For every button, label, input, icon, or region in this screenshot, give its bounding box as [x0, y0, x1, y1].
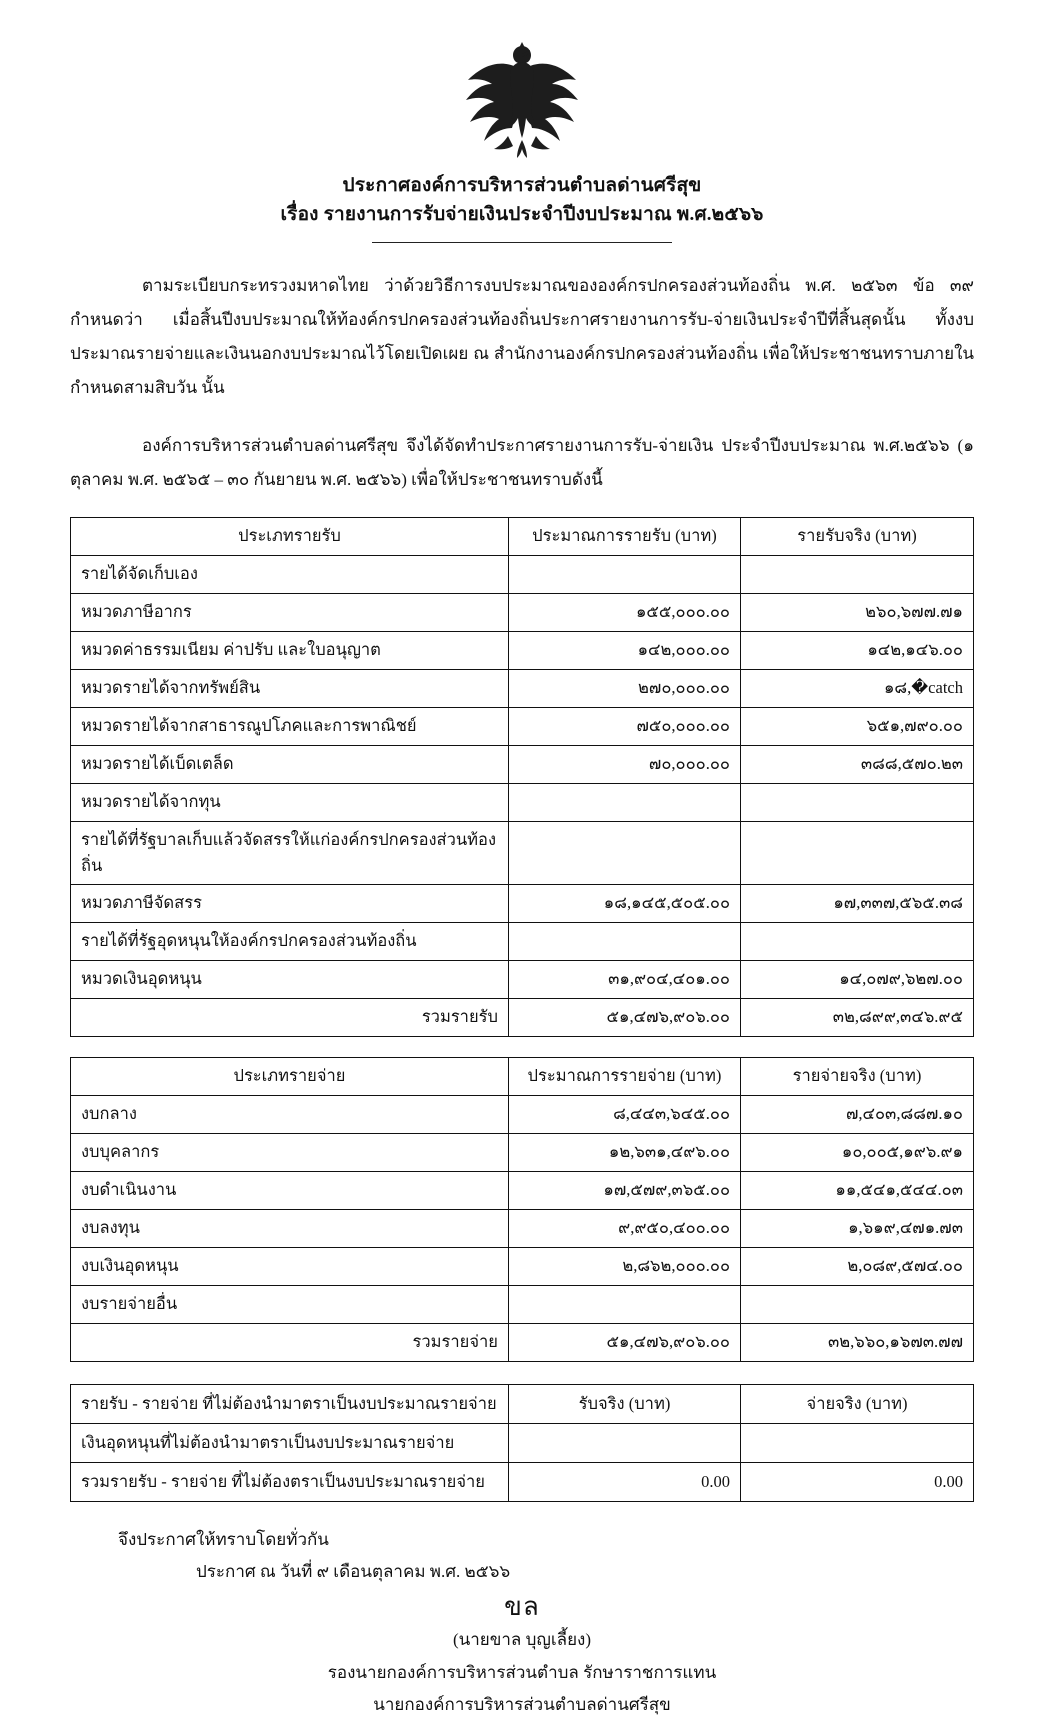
- row-actual: [741, 821, 974, 884]
- row-paid: [741, 1423, 974, 1462]
- signature-mark: ขล: [504, 1592, 540, 1622]
- row-label: งบรายจ่ายอื่น: [71, 1285, 509, 1323]
- garuda-emblem: [452, 40, 592, 160]
- row-label: หมวดภาษีจัดสรร: [71, 884, 509, 922]
- row-estimate: ๒,๘๖๒,๐๐๐.๐๐: [508, 1247, 740, 1285]
- expense-table-header-row: [71, 1057, 974, 1095]
- row-actual: ๖๕๑,๗๙๐.๐๐: [741, 707, 974, 745]
- table-row: [71, 593, 974, 631]
- signer-name: (นายขาล บุญเลี้ยง): [452, 1630, 592, 1650]
- table-row: [71, 922, 974, 960]
- row-actual: ๒,๐๘๙,๕๗๔.๐๐: [741, 1247, 974, 1285]
- row-actual: ๑,๖๑๙,๔๗๑.๗๓: [741, 1209, 974, 1247]
- paragraph-2-text: องค์การบริหารส่วนตำบลด่านศรีสุข จึงได้จัดทำประกาศรายงานการรับ-จ่ายเงิน ประจำปีงบประมาณ พ.ศ.๒๕๖๖ (๑ ตุลาคม พ.ศ. ๒๕๖๕ – ๓๐ กันยายน พ.ศ. ๒๕๖๖) เพื่อให้ประชาชนทราบดังนี้: [70, 435, 974, 489]
- row-estimate: ๑๘,๑๔๕,๕๐๕.๐๐: [508, 884, 740, 922]
- balance-header-paid: จ่ายจริง (บาท): [741, 1384, 974, 1423]
- document-footer: [70, 1524, 974, 1589]
- revenue-header-type: ประเภทรายรับ: [71, 517, 509, 555]
- row-estimate: [508, 821, 740, 884]
- table-row: [71, 1285, 974, 1323]
- row-label: รายได้จัดเก็บเอง: [71, 555, 509, 593]
- revenue-table: [70, 517, 974, 1037]
- row-label: งบบุคลากร: [71, 1133, 509, 1171]
- row-estimate: [508, 1285, 740, 1323]
- signer-title-1: รองนายกองค์การบริหารส่วนตำบล รักษาราชการแทน: [327, 1662, 717, 1682]
- table-row: [71, 1209, 974, 1247]
- row-estimate: ๑๒,๖๓๑,๔๙๖.๐๐: [508, 1133, 740, 1171]
- row-label: งบกลาง: [71, 1095, 509, 1133]
- balance-total-row: [71, 1462, 974, 1501]
- row-label: เงินอุดหนุนที่ไม่ต้องนำมาตราเป็นงบประมาณรายจ่าย: [71, 1423, 509, 1462]
- balance-total-paid: 0.00: [741, 1462, 974, 1501]
- row-estimate: ๗๐,๐๐๐.๐๐: [508, 745, 740, 783]
- row-actual: ๗,๔๐๓,๘๘๗.๑๐: [741, 1095, 974, 1133]
- balance-header-row: [71, 1384, 974, 1423]
- paragraph-1: [70, 269, 974, 405]
- row-estimate: ๒๗๐,๐๐๐.๐๐: [508, 669, 740, 707]
- row-label: หมวดภาษีอากร: [71, 593, 509, 631]
- row-actual: [741, 783, 974, 821]
- table-row: [71, 669, 974, 707]
- row-actual: ๑๗,๓๓๗,๕๖๕.๓๘: [741, 884, 974, 922]
- table-row: [71, 745, 974, 783]
- expense-header-type: ประเภทรายจ่าย: [71, 1057, 509, 1095]
- row-actual: ๓๘๘,๕๗๐.๒๓: [741, 745, 974, 783]
- row-estimate: [508, 783, 740, 821]
- row-label: งบลงทุน: [71, 1209, 509, 1247]
- paragraph-1-text: ตามระเบียบกระทรวงมหาดไทย ว่าด้วยวิธีการงบประมาณขององค์กรปกครองส่วนท้องถิ่น พ.ศ. ๒๕๖๓ ข้อ ๓๙ กำหนดว่า เมื่อสิ้นปีงบประมาณให้ท้องค์กรปกครองส่วนท้องถิ่นประกาศรายงานการรับ-จ่ายเงินประจำปีที่สิ้นสุดนั้น ทั้งงบประมาณรายจ่ายและเงินนอกงบประมาณไว้โดยเปิดเผย ณ สำนักงานองค์กรปกครองส่วนท้องถิ่น เพื่อให้ประชาชนทราบภายในกำหนดสามสิบวัน นั้น: [70, 275, 974, 397]
- table-row: [71, 783, 974, 821]
- row-actual: ๑๑,๕๔๑,๕๔๔.๐๓: [741, 1171, 974, 1209]
- title-line-2: เรื่อง รายงานการรับจ่ายเงินประจำปีงบประมาณ พ.ศ.๒๕๖๖: [280, 204, 764, 226]
- balance-total-received: 0.00: [508, 1462, 740, 1501]
- table-row: [71, 1423, 974, 1462]
- balance-table: [70, 1384, 974, 1502]
- row-actual: ๑๔๒,๑๔๖.๐๐: [741, 631, 974, 669]
- row-actual: ๑๔,๐๗๙,๖๒๗.๐๐: [741, 960, 974, 998]
- table-row: [71, 707, 974, 745]
- row-estimate: ๗๕๐,๐๐๐.๐๐: [508, 707, 740, 745]
- revenue-header-actual: รายรับจริง (บาท): [741, 517, 974, 555]
- row-estimate: ๘,๔๔๓,๖๔๕.๐๐: [508, 1095, 740, 1133]
- balance-header-received: รับจริง (บาท): [508, 1384, 740, 1423]
- row-label: หมวดเงินอุดหนุน: [71, 960, 509, 998]
- row-estimate: [508, 922, 740, 960]
- revenue-header-estimate: ประมาณการรายรับ (บาท): [508, 517, 740, 555]
- row-received: [508, 1423, 740, 1462]
- revenue-total-estimate: ๕๑,๔๗๖,๙๐๖.๐๐: [508, 998, 740, 1036]
- row-actual: [741, 1285, 974, 1323]
- table-row: [71, 1133, 974, 1171]
- revenue-total-actual: ๓๒,๘๙๙,๓๔๖.๙๕: [741, 998, 974, 1036]
- expense-total-actual: ๓๒,๖๖๐,๑๖๗๓.๗๗: [741, 1323, 974, 1361]
- balance-total-label: รวมรายรับ - รายจ่าย ที่ไม่ต้องตราเป็นงบประมาณรายจ่าย: [71, 1462, 509, 1501]
- revenue-total-row: [71, 998, 974, 1036]
- row-actual: [741, 555, 974, 593]
- row-label: หมวดรายได้จากทรัพย์สิน: [71, 669, 509, 707]
- row-actual: [741, 922, 974, 960]
- table-row: [71, 821, 974, 884]
- revenue-total-label: รวมรายรับ: [71, 998, 509, 1036]
- row-label: หมวดค่าธรรมเนียม ค่าปรับ และใบอนุญาต: [71, 631, 509, 669]
- row-label: งบเงินอุดหนุน: [71, 1247, 509, 1285]
- row-estimate: ๓๑,๙๐๔,๔๐๑.๐๐: [508, 960, 740, 998]
- expense-header-estimate: ประมาณการรายจ่าย (บาท): [508, 1057, 740, 1095]
- row-actual: ๑๐,๐๐๕,๑๙๖.๙๑: [741, 1133, 974, 1171]
- document-title: [70, 171, 974, 243]
- expense-total-row: [71, 1323, 974, 1361]
- balance-header-label: รายรับ - รายจ่าย ที่ไม่ต้องนำมาตราเป็นงบประมาณรายจ่าย: [71, 1384, 509, 1423]
- expense-header-actual: รายจ่ายจริง (บาท): [741, 1057, 974, 1095]
- row-estimate: [508, 555, 740, 593]
- expense-total-estimate: ๕๑,๔๗๖,๙๐๖.๐๐: [508, 1323, 740, 1361]
- footer-line-2: ประกาศ ณ วันที่ ๙ เดือนตุลาคม พ.ศ. ๒๕๖๖: [196, 1562, 511, 1582]
- paragraph-2: [70, 429, 974, 497]
- row-estimate: ๙,๙๕๐,๔๐๐.๐๐: [508, 1209, 740, 1247]
- signer-title-2: นายกองค์การบริหารส่วนตำบลด่านศรีสุข: [373, 1695, 671, 1715]
- row-label: รายได้ที่รัฐอุดหนุนให้องค์กรปกครองส่วนท้องถิ่น: [71, 922, 509, 960]
- footer-line-1: จึงประกาศให้ทราบโดยทั่วกัน: [118, 1529, 329, 1549]
- row-label: งบดำเนินงาน: [71, 1171, 509, 1209]
- row-estimate: ๑๕๕,๐๐๐.๐๐: [508, 593, 740, 631]
- title-line-1: ประกาศองค์การบริหารส่วนตำบลด่านศรีสุข: [342, 175, 702, 196]
- row-actual: ๑๘,�catch: [741, 669, 974, 707]
- row-estimate: ๑๔๒,๐๐๐.๐๐: [508, 631, 740, 669]
- row-label: หมวดรายได้จากทุน: [71, 783, 509, 821]
- row-estimate: ๑๗,๕๗๙,๓๖๕.๐๐: [508, 1171, 740, 1209]
- table-row: [71, 631, 974, 669]
- row-label: หมวดรายได้จากสาธารณูปโภคและการพาณิชย์: [71, 707, 509, 745]
- table-row: [71, 1171, 974, 1209]
- table-row: [71, 1095, 974, 1133]
- table-row: [71, 555, 974, 593]
- row-actual: ๒๖๐,๖๗๗.๗๑: [741, 593, 974, 631]
- table-row: [71, 960, 974, 998]
- expense-total-label: รวมรายจ่าย: [71, 1323, 509, 1361]
- signature-block: [70, 1590, 974, 1721]
- table-row: [71, 884, 974, 922]
- title-divider: [372, 242, 672, 243]
- row-label: หมวดรายได้เบ็ดเตล็ด: [71, 745, 509, 783]
- table-row: [71, 1247, 974, 1285]
- emblem-container: [70, 40, 974, 165]
- row-label: รายได้ที่รัฐบาลเก็บแล้วจัดสรรให้แก่องค์กรปกครองส่วนท้องถิ่น: [71, 821, 509, 884]
- revenue-table-header-row: [71, 517, 974, 555]
- expense-table: [70, 1057, 974, 1362]
